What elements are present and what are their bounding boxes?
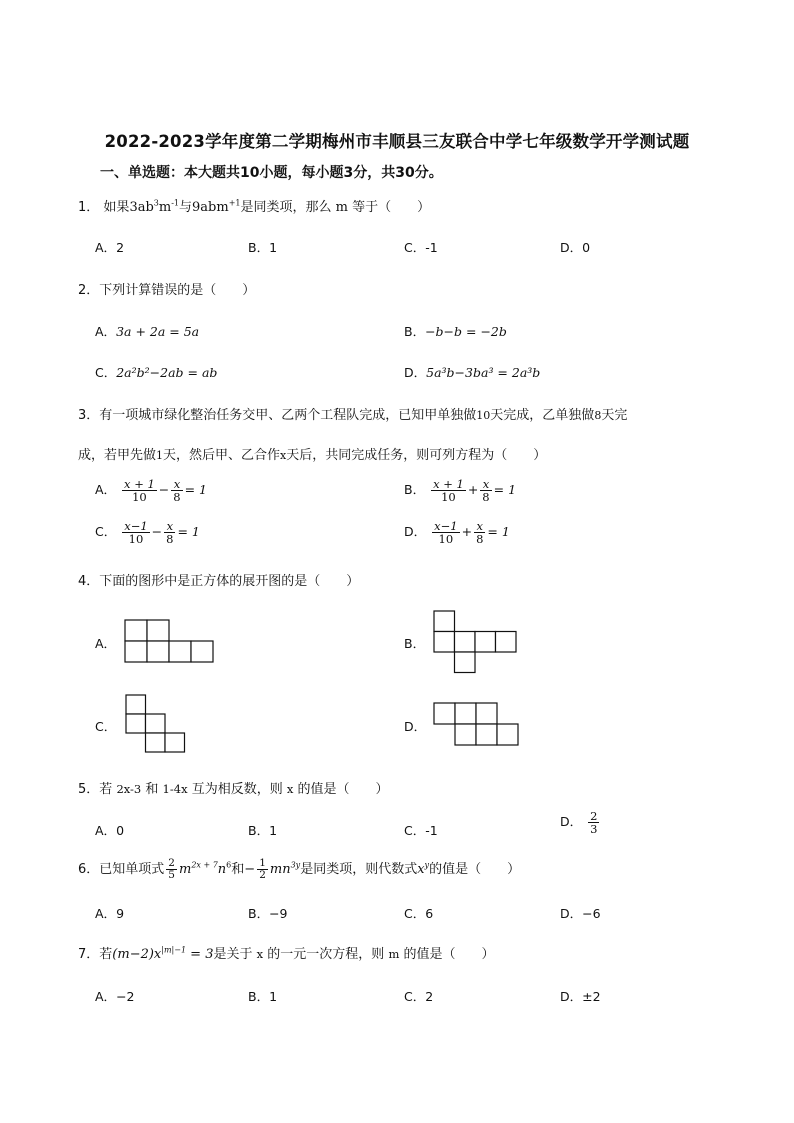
net-square — [476, 724, 497, 745]
net-square — [126, 714, 146, 733]
question-2 — [78, 279, 255, 298]
stem-text: 天完成，乙单独做 — [490, 408, 595, 423]
option-a-label: A． — [95, 636, 117, 651]
option-label: B． — [248, 823, 270, 838]
question-number: 4． — [78, 574, 100, 589]
option-a[interactable] — [95, 904, 124, 922]
option-text: 2 — [116, 240, 125, 255]
fraction-numerator: 2 — [168, 857, 175, 869]
option-label: B． — [248, 906, 270, 921]
option-label: D． — [560, 240, 583, 255]
math-exponent: -1 — [171, 198, 179, 208]
option-label: B． — [248, 240, 270, 255]
math-operator: − — [151, 524, 163, 540]
fraction — [166, 858, 177, 881]
math-operator: + — [461, 524, 473, 540]
option-a[interactable] — [95, 478, 207, 503]
stem-text: 是同类项，那么 — [240, 200, 332, 215]
option-label: C． — [404, 906, 426, 921]
option-text: 1 — [269, 989, 278, 1004]
option-d[interactable] — [560, 987, 601, 1005]
fraction-numerator: x — [164, 520, 175, 533]
math-equals: = 1 — [493, 482, 517, 498]
fraction-numerator: 1 — [259, 857, 266, 869]
fraction-denominator: 10 — [132, 490, 147, 505]
fraction — [122, 478, 157, 503]
stem-text: 互为相反数，则 — [191, 782, 283, 797]
option-d[interactable] — [560, 904, 601, 922]
net-square — [146, 733, 166, 752]
option-text: −6 — [582, 906, 601, 921]
math-number: 10 — [476, 409, 491, 422]
stem-text: 天完 — [601, 408, 628, 423]
option-label: D． — [560, 906, 583, 921]
option-b[interactable] — [248, 987, 277, 1005]
math-expression: (m−2)x — [112, 947, 162, 962]
section-heading: 一、单选题：本大题共10小题，每小题3分，共30分。 — [100, 165, 443, 181]
math-operator: − — [158, 482, 170, 498]
cube-net-c[interactable] — [125, 694, 187, 754]
option-text: −9 — [269, 906, 288, 921]
math-variable: x — [417, 862, 425, 878]
option-d[interactable] — [404, 363, 540, 381]
option-b[interactable] — [248, 904, 288, 922]
stem-text: 若 — [99, 947, 113, 962]
net-square — [125, 641, 147, 662]
math-exponent: +1 — [228, 198, 241, 208]
option-text: ±2 — [582, 989, 601, 1004]
option-text: 0 — [582, 240, 591, 255]
math-variable: x — [256, 947, 264, 961]
option-text: 3a + 2a = 5a — [116, 324, 200, 339]
fraction-denominator: 8 — [173, 490, 181, 505]
math-term — [129, 200, 179, 215]
net-square — [476, 703, 497, 724]
net-square — [434, 611, 455, 632]
fraction — [480, 478, 491, 503]
option-label: A． — [95, 240, 117, 255]
option-label: D． — [560, 814, 583, 830]
option-a[interactable] — [95, 322, 199, 340]
math-term-base: 3ab — [129, 200, 154, 215]
math-exponent: |m|−1 — [161, 945, 187, 955]
fraction-numerator: x + 1 — [433, 477, 464, 491]
option-label: A． — [95, 823, 117, 838]
option-label: A． — [95, 482, 117, 498]
option-text: 2 — [425, 989, 434, 1004]
option-c[interactable] — [404, 904, 433, 922]
option-label: B． — [404, 324, 426, 339]
option-label: A． — [95, 906, 117, 921]
option-text: -1 — [425, 240, 438, 255]
math-variable: m — [178, 862, 192, 878]
fraction-denominator: 8 — [482, 490, 490, 505]
stem-text: 的值是（ ） — [429, 862, 521, 878]
option-label: B． — [404, 482, 426, 498]
stem-text: 和 — [145, 782, 159, 797]
fraction-denominator: 10 — [438, 532, 454, 547]
option-text: 9 — [116, 906, 125, 921]
fraction-numerator: x — [480, 478, 491, 491]
question-3-line-2 — [78, 444, 546, 463]
math-equals: = 1 — [487, 524, 510, 540]
option-text: 0 — [116, 823, 125, 838]
fraction-denominator: 5 — [168, 869, 175, 882]
option-d[interactable] — [560, 810, 601, 835]
option-label: C． — [404, 989, 426, 1004]
fraction-numerator: x — [474, 520, 485, 533]
math-exponent: y — [424, 860, 430, 870]
stem-text: 已知单项式 — [99, 862, 165, 878]
stem-text: 与 — [179, 200, 193, 215]
option-d[interactable] — [560, 238, 590, 256]
net-square — [191, 641, 213, 662]
option-b[interactable] — [404, 322, 507, 340]
option-text: -1 — [425, 823, 438, 838]
fraction-numerator: x−1 — [124, 519, 148, 533]
stem-text: 成，若甲先做 — [78, 448, 157, 463]
option-d-label: D． — [404, 719, 427, 734]
fraction-numerator: x−1 — [434, 519, 458, 533]
math-variable: m — [335, 200, 348, 215]
question-4 — [78, 570, 359, 589]
math-variable: x — [286, 782, 294, 796]
math-operator: + — [467, 482, 479, 498]
stem-text: 下面的图形中是正方体的展开图的是（ ） — [99, 574, 360, 589]
option-text: 5a³b−3ba³ = 2a³b — [426, 365, 541, 380]
option-text: 2a²b²−2ab = ab — [116, 365, 218, 380]
cube-net-a[interactable] — [124, 619, 216, 664]
question-number: 2． — [78, 283, 100, 298]
question-5 — [78, 778, 389, 797]
option-label: A． — [95, 989, 117, 1004]
fraction — [164, 520, 175, 545]
math-equals: = 1 — [177, 524, 200, 540]
option-a[interactable] — [95, 238, 124, 256]
option-d[interactable] — [404, 520, 510, 545]
math-exponent: 2x + 7 — [191, 860, 218, 870]
option-a[interactable] — [95, 987, 135, 1005]
question-number: 1． — [78, 200, 100, 215]
stem-text: 有一项城市绿化整治任务交甲、乙两个工程队完成，已知甲单独做 — [99, 408, 477, 423]
option-b[interactable] — [248, 238, 277, 256]
option-c[interactable] — [95, 363, 217, 381]
stem-text: 的值是（ ） — [403, 947, 495, 962]
net-square — [146, 714, 166, 733]
cube-net-d[interactable] — [433, 702, 521, 746]
question-1 — [78, 196, 430, 215]
question-number: 7． — [78, 947, 100, 962]
fraction — [474, 520, 485, 545]
page-title: 2022-2023学年度第二学期梅州市丰顺县三友联合中学七年级数学开学测试题 — [104, 132, 690, 151]
option-text: −2 — [116, 989, 135, 1004]
option-text: 6 — [425, 906, 434, 921]
stem-text: 等于（ ） — [352, 200, 431, 215]
option-label: A． — [95, 324, 117, 339]
net-square — [455, 703, 476, 724]
option-a[interactable] — [95, 821, 124, 839]
stem-text: 和 — [231, 862, 245, 878]
stem-text: 的值是（ ） — [297, 782, 389, 797]
math-variable: n — [217, 862, 227, 878]
option-c-label: C． — [95, 719, 117, 734]
option-c[interactable] — [404, 987, 433, 1005]
cube-net-b[interactable] — [433, 610, 519, 674]
fraction-denominator: 3 — [590, 822, 598, 837]
net-square — [455, 724, 476, 745]
math-number: 8 — [594, 409, 602, 422]
question-6 — [78, 858, 520, 881]
fraction — [257, 858, 268, 881]
math-exponent: 6 — [226, 860, 232, 870]
fraction-denominator: 2 — [259, 869, 266, 882]
net-square — [455, 632, 476, 653]
math-term — [192, 200, 240, 215]
question-3-line-1 — [78, 404, 627, 423]
option-text: 1 — [269, 823, 278, 838]
net-square — [475, 632, 496, 653]
net-square — [434, 703, 455, 724]
option-c[interactable] — [404, 821, 438, 839]
math-equals: = 1 — [184, 482, 208, 498]
net-square — [455, 652, 476, 673]
fraction — [122, 520, 149, 545]
option-label: C． — [404, 240, 426, 255]
stem-text: 如果 — [103, 200, 130, 215]
fraction-numerator: 2 — [590, 809, 598, 823]
question-number: 3． — [78, 408, 100, 423]
net-square — [169, 641, 191, 662]
stem-text: 下列计算错误的是（ ） — [99, 283, 256, 298]
option-c[interactable] — [404, 238, 438, 256]
net-square — [165, 733, 185, 752]
stem-text: 天，然后甲、乙合作 — [163, 448, 281, 463]
fraction-denominator: 10 — [441, 490, 456, 505]
stem-text: 若 — [99, 782, 113, 797]
math-term-base: 9abm — [192, 200, 229, 215]
option-label: C． — [404, 823, 426, 838]
option-label: D． — [404, 365, 427, 380]
fraction-numerator: x + 1 — [124, 477, 155, 491]
net-square — [434, 632, 455, 653]
math-expression: 1-4x — [162, 782, 188, 796]
net-square — [126, 695, 146, 714]
stem-text: 的一元一次方程，则 — [267, 947, 385, 962]
fraction — [432, 520, 459, 545]
question-7 — [78, 943, 495, 962]
option-label: D． — [404, 524, 427, 540]
net-square — [147, 641, 169, 662]
option-label: D． — [560, 989, 583, 1004]
math-equals: = 3 — [186, 947, 214, 962]
fraction-denominator: 8 — [166, 532, 174, 547]
option-c[interactable] — [95, 520, 200, 545]
fraction — [588, 810, 599, 835]
fraction-numerator: x — [171, 478, 182, 491]
stem-text: 天后，共同完成任务，则可列方程为（ ） — [286, 448, 547, 463]
option-text: −b−b = −2b — [425, 324, 507, 339]
option-label: B． — [248, 989, 270, 1004]
math-variable: x — [280, 449, 287, 462]
option-label: C． — [95, 365, 117, 380]
fraction — [431, 478, 466, 503]
net-square — [125, 620, 147, 641]
net-square — [497, 724, 518, 745]
fraction — [171, 478, 182, 503]
stem-text: 是同类项，则代数式 — [300, 862, 418, 878]
math-number: 1 — [156, 449, 164, 462]
option-label: C． — [95, 524, 117, 540]
math-exponent: 3y — [290, 860, 301, 870]
option-b[interactable] — [248, 821, 277, 839]
math-operator: − — [244, 862, 256, 878]
math-variable: m — [388, 947, 400, 961]
math-variable: mn — [269, 862, 291, 878]
net-square — [496, 632, 517, 653]
math-exponent: 3 — [153, 198, 159, 208]
question-number: 5． — [78, 782, 100, 797]
option-text: 1 — [269, 240, 278, 255]
option-b-label: B． — [404, 636, 426, 651]
fraction-denominator: 10 — [128, 532, 144, 547]
option-b[interactable] — [404, 478, 516, 503]
math-term-base: m — [158, 200, 172, 215]
stem-text: 是关于 — [213, 947, 253, 962]
net-square — [147, 620, 169, 641]
fraction-denominator: 8 — [476, 532, 484, 547]
math-expression: 2x-3 — [116, 782, 142, 796]
question-number: 6． — [78, 862, 100, 878]
